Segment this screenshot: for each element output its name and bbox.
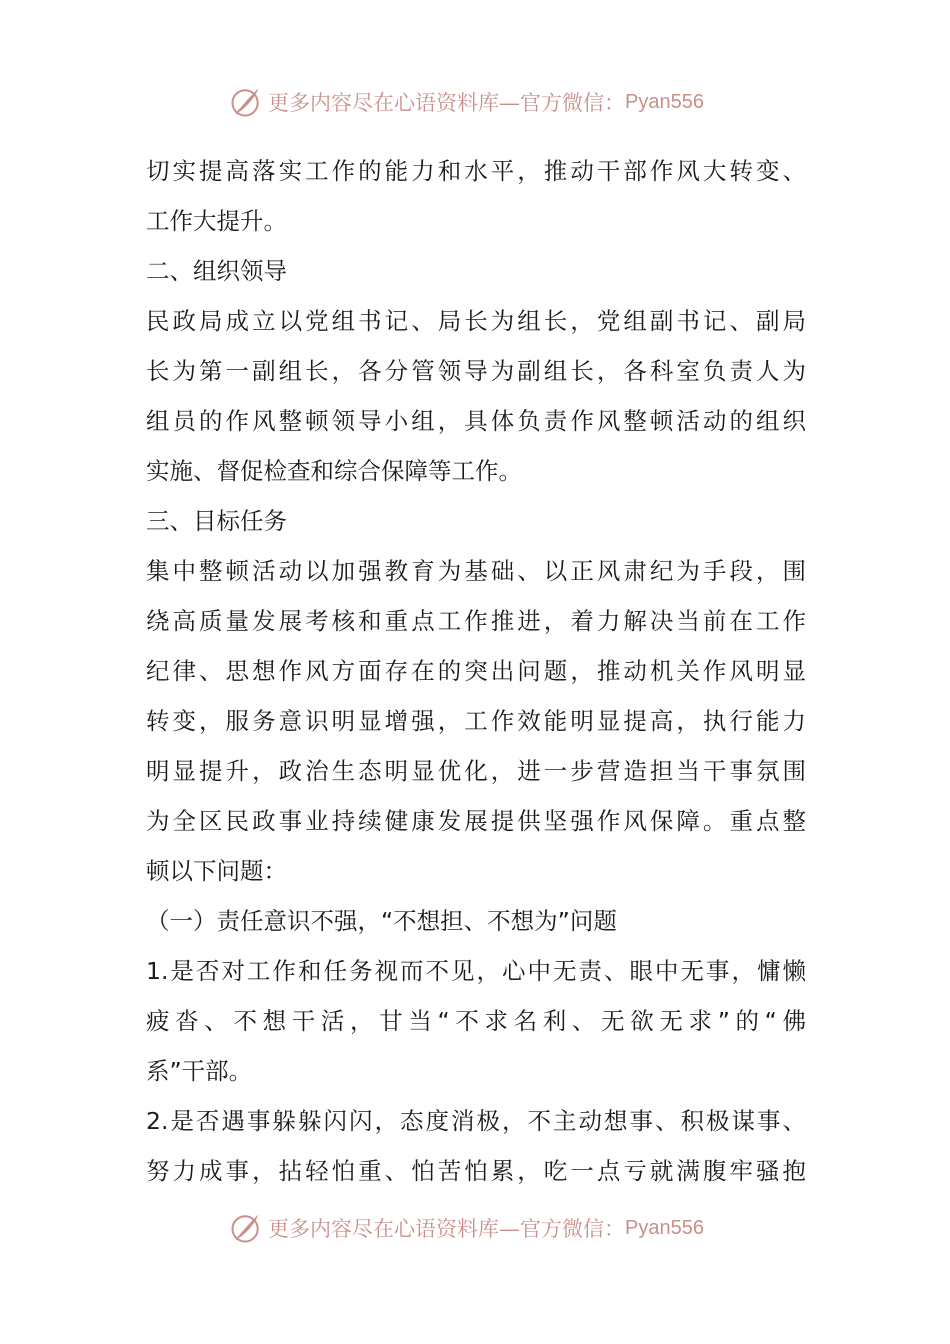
footer-watermark bbox=[228, 1208, 704, 1248]
text-line: 转变，服务意识明显增强，工作效能明显提高，执行能力 bbox=[146, 707, 806, 735]
text-line: 长为第一副组长，各分管领导为副组长，各科室负责人为 bbox=[146, 357, 806, 385]
subsection-heading: （一）责任意识不强，“不想担、不想为”问题 bbox=[146, 907, 617, 935]
text-line: 努力成事，拈轻怕重、怕苦怕累，吃一点亏就满腹牢骚抱 bbox=[146, 1157, 806, 1185]
header-watermark bbox=[228, 82, 704, 122]
text-line: 明显提升，政治生态明显优化，进一步营造担当干事氛围 bbox=[146, 757, 806, 785]
text-line: 疲沓、不想干活，甘当“不求名利、无欲无求”的“佛 bbox=[146, 1007, 806, 1035]
text-line: 集中整顿活动以加强教育为基础、以正风肃纪为手段，围 bbox=[146, 557, 806, 585]
text-line: 绕高质量发展考核和重点工作推进，着力解决当前在工作 bbox=[146, 607, 806, 635]
text-line: 系”干部。 bbox=[146, 1057, 253, 1085]
watermark-wechat-id: Pyan556 bbox=[625, 90, 704, 113]
text-line: 民政局成立以党组书记、局长为组长，党组副书记、副局 bbox=[146, 307, 806, 335]
text-line: 工作大提升。 bbox=[146, 207, 287, 235]
section-heading: 二、组织领导 bbox=[146, 257, 287, 285]
quill-pen-logo-icon bbox=[228, 84, 264, 120]
text-line: 纪律、思想作风方面存在的突出问题，推动机关作风明显 bbox=[146, 657, 806, 685]
quill-pen-logo-icon bbox=[228, 1210, 264, 1246]
text-line: 2.是否遇事躲躲闪闪，态度消极，不主动想事、积极谋事、 bbox=[146, 1107, 806, 1135]
text-line: 顿以下问题： bbox=[146, 857, 287, 885]
text-line: 组员的作风整顿领导小组，具体负责作风整顿活动的组织 bbox=[146, 407, 806, 435]
watermark-text: 更多内容尽在心语资料库—官方微信： bbox=[268, 1217, 625, 1241]
watermark-text: 更多内容尽在心语资料库—官方微信： bbox=[268, 91, 625, 115]
section-heading: 三、目标任务 bbox=[146, 507, 287, 535]
watermark-wechat-id: Pyan556 bbox=[625, 1216, 704, 1239]
text-line: 为全区民政事业持续健康发展提供坚强作风保障。重点整 bbox=[146, 807, 806, 835]
text-line: 切实提高落实工作的能力和水平，推动干部作风大转变、 bbox=[146, 157, 806, 185]
text-line: 1.是否对工作和任务视而不见，心中无责、眼中无事，慵懒 bbox=[146, 957, 806, 985]
body-text bbox=[146, 146, 806, 1196]
text-line: 实施、督促检查和综合保障等工作。 bbox=[146, 457, 522, 485]
